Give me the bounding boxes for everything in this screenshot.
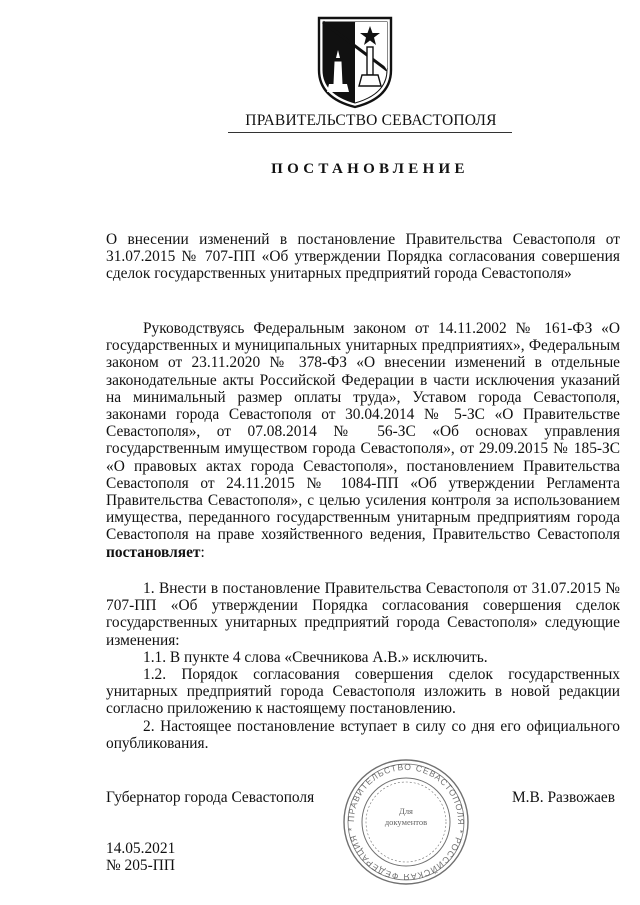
seal-center-line-2: документов [384, 817, 428, 827]
decree-item: 1.1. В пункте 4 слова «Свечникова А.В.» исключить. [143, 648, 488, 666]
preamble-paragraph [106, 320, 620, 561]
decree-word: постановляет [106, 543, 201, 561]
document-date: 14.05.2021 [106, 840, 176, 857]
decree-item: 2. Настоящее постановление вступает в силу со дня его официального опубликования. [106, 717, 620, 752]
decree-item: 1. Внести в постановление Правительства Севастополя от 31.07.2015 № 707-ПП «Об утверждении Порядка согласования совершения сделок государственных унитарных предприятий города Севастополя» следующие изменения: [106, 580, 620, 649]
document-subject: О внесении изменений в постановление Правительства Севастополя от 31.07.2015 № 707-ПП «Об утверждении Порядка согласования совершения сделок государственных унитарных предприятий города Севастополя» [106, 231, 620, 283]
government-name: ПРАВИТЕЛЬСТВО СЕВАСТОПОЛЯ [245, 112, 497, 129]
official-seal-stamp [340, 756, 472, 888]
decree-item: 1.2. Порядок согласования совершения сделок государственных унитарных предприятий города Севастополя изложить в новой редакции согласно приложению к настоящему постановлению. [106, 666, 620, 718]
preamble-colon: : [200, 543, 205, 561]
header-rule [228, 132, 512, 133]
seal-outer-text: ПРАВИТЕЛЬСТВО СЕВАСТОПОЛЯ * РОССИЙСКАЯ ФЕДЕРАЦИЯ * [345, 761, 467, 883]
seal-center-line-1: Для [399, 806, 413, 816]
decree-items [106, 580, 620, 752]
signer-name: М.В. Развожаев [512, 789, 615, 806]
document-type: ПОСТАНОВЛЕНИЕ [271, 161, 469, 177]
signer-position: Губернатор города Севастополя [106, 789, 315, 806]
preamble-text: Руководствуясь Федеральным законом от 14.11.2002 № 161-ФЗ «О государственных и муниципальных унитарных предприятиях», Федеральным законом от 23.11.2020 № 378-ФЗ «О внесении изменений в отдельные законодательные акты Российской Федерации в части исключения указаний на минимальный размер оплаты труда», Уставом города Севастополя, законами города Севастополя от 30.04.2014 № 5-ЗС «О Правительстве Севастополя», от 07.08.2014 № 56-ЗС «Об основах управления государственным имуществом города Севастополя», от 29.09.2015 № 185-ЗС «О правовых актах города Севастополя», постановлением Правительства Севастополя от 24.11.2015 № 1084-ПП «Об утверждении Регламента Правительства Севастополя», с целью усиления контроля за использованием имущества, переданного государственным унитарным предприятиям города Севастополя на праве хозяйственного ведения, Правительство Севастополя [106, 320, 620, 544]
sevastopol-coat-of-arms-icon [315, 14, 395, 110]
document-number: № 205-ПП [106, 857, 175, 874]
